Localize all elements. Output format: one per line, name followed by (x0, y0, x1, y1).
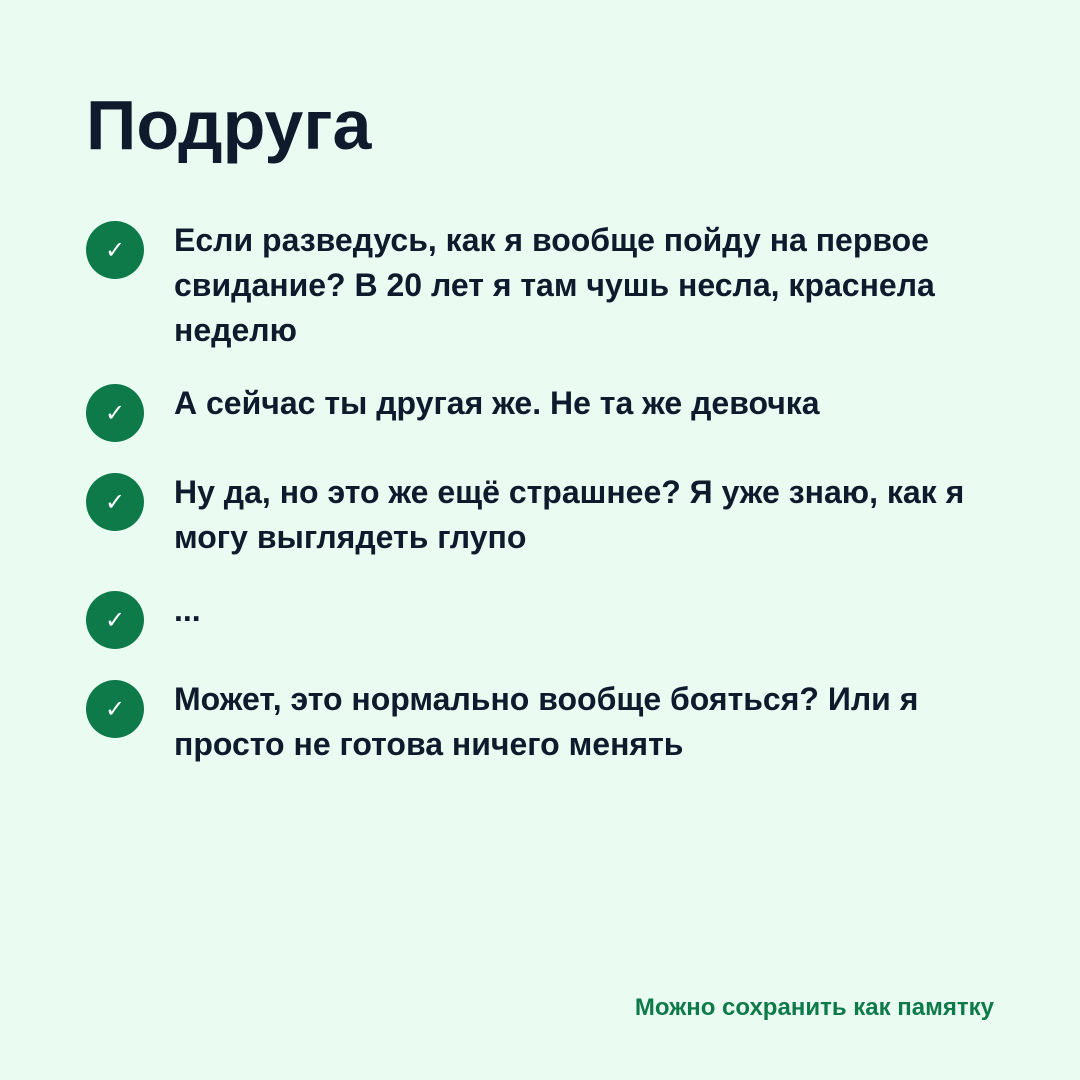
check-icon: ✓ (86, 384, 144, 442)
check-icon: ✓ (86, 591, 144, 649)
list-item (86, 588, 1006, 649)
check-icon: ✓ (86, 473, 144, 531)
check-icon: ✓ (86, 680, 144, 738)
check-icon: ✓ (86, 221, 144, 279)
page-title: Подруга (86, 86, 372, 164)
list-item (86, 470, 1006, 560)
list-item-text: Может, это нормально вообще бояться? Или я просто не готова ничего менять (174, 681, 919, 762)
list-item-text: Ну да, но это же ещё страшнее? Я уже знаю, как я могу выглядеть глупо (174, 474, 965, 555)
save-note: Можно сохранить как памятку (634, 994, 994, 1021)
list-item-text: Если разведусь, как я вообще пойду на первое свидание? В 20 лет я там чушь несла, краснела неделю (174, 222, 935, 348)
list-item (86, 677, 1006, 767)
list-item (86, 218, 1006, 353)
list-item (86, 381, 1006, 442)
dialogue-list (86, 218, 1006, 795)
list-item-text: А сейчас ты другая же. Не та же девочка (174, 385, 820, 421)
list-item-text: ... (174, 592, 201, 628)
